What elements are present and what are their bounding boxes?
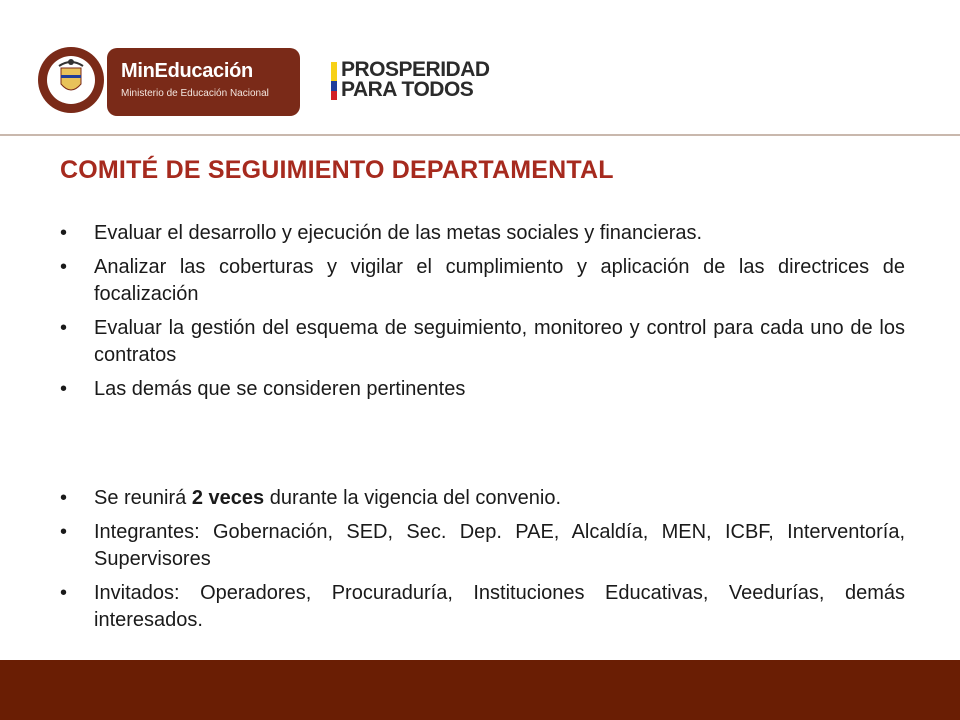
list-item [60, 485, 905, 512]
colombia-flag-icon [331, 62, 337, 100]
header [0, 0, 960, 134]
list-item-text: Las demás que se consideren pertinentes [94, 378, 466, 400]
list-item-text: Evaluar la gestión del esquema de seguimiento, monitoreo y control para cada uno de los contratos [94, 317, 905, 366]
prosperidad-logo [341, 60, 490, 100]
slogan-line-2: PARA TODOS [341, 78, 474, 101]
details-list [60, 485, 905, 641]
members-text: Integrantes: Gobernación, SED, Sec. Dep. PAE, Alcaldía, MEN, ICBF, Interventoría, Supervisores [94, 521, 905, 570]
meeting-prefix: Se reunirá [94, 487, 192, 509]
list-item [60, 580, 905, 634]
list-item [60, 315, 905, 369]
slide-title: COMITÉ DE SEGUIMIENTO DEPARTAMENTAL [60, 156, 614, 184]
bullet-icon: • [60, 378, 68, 400]
bullet-icon: • [60, 487, 68, 509]
footer-bar [0, 660, 960, 720]
list-item [60, 254, 905, 308]
meeting-frequency: 2 veces [191, 487, 265, 509]
ministry-short-name: MinEducación [121, 60, 253, 82]
list-item [60, 376, 905, 403]
colombia-seal-logo [37, 46, 105, 114]
meeting-suffix: durante la vigencia del convenio. [264, 487, 562, 509]
header-divider [0, 134, 960, 136]
bullet-icon: • [60, 222, 68, 244]
list-item-text: Analizar las coberturas y vigilar el cumplimiento y aplicación de las directrices de focalización [94, 256, 905, 305]
guests-text: Invitados: Operadores, Procuraduría, Instituciones Educativas, Veedurías, demás interesados. [94, 582, 905, 631]
ministry-full-name: Ministerio de Educación Nacional [121, 88, 269, 99]
bullet-icon: • [60, 521, 68, 543]
slogan-line-1: PROSPERIDAD [341, 58, 490, 81]
bullet-icon: • [60, 317, 68, 339]
list-item [60, 519, 905, 573]
bullet-icon: • [60, 256, 68, 278]
list-item-text: Evaluar el desarrollo y ejecución de las metas sociales y financieras. [94, 222, 703, 244]
bullet-icon: • [60, 582, 68, 604]
mineducacion-logo [107, 48, 300, 116]
list-item [60, 220, 905, 247]
functions-list [60, 220, 905, 410]
